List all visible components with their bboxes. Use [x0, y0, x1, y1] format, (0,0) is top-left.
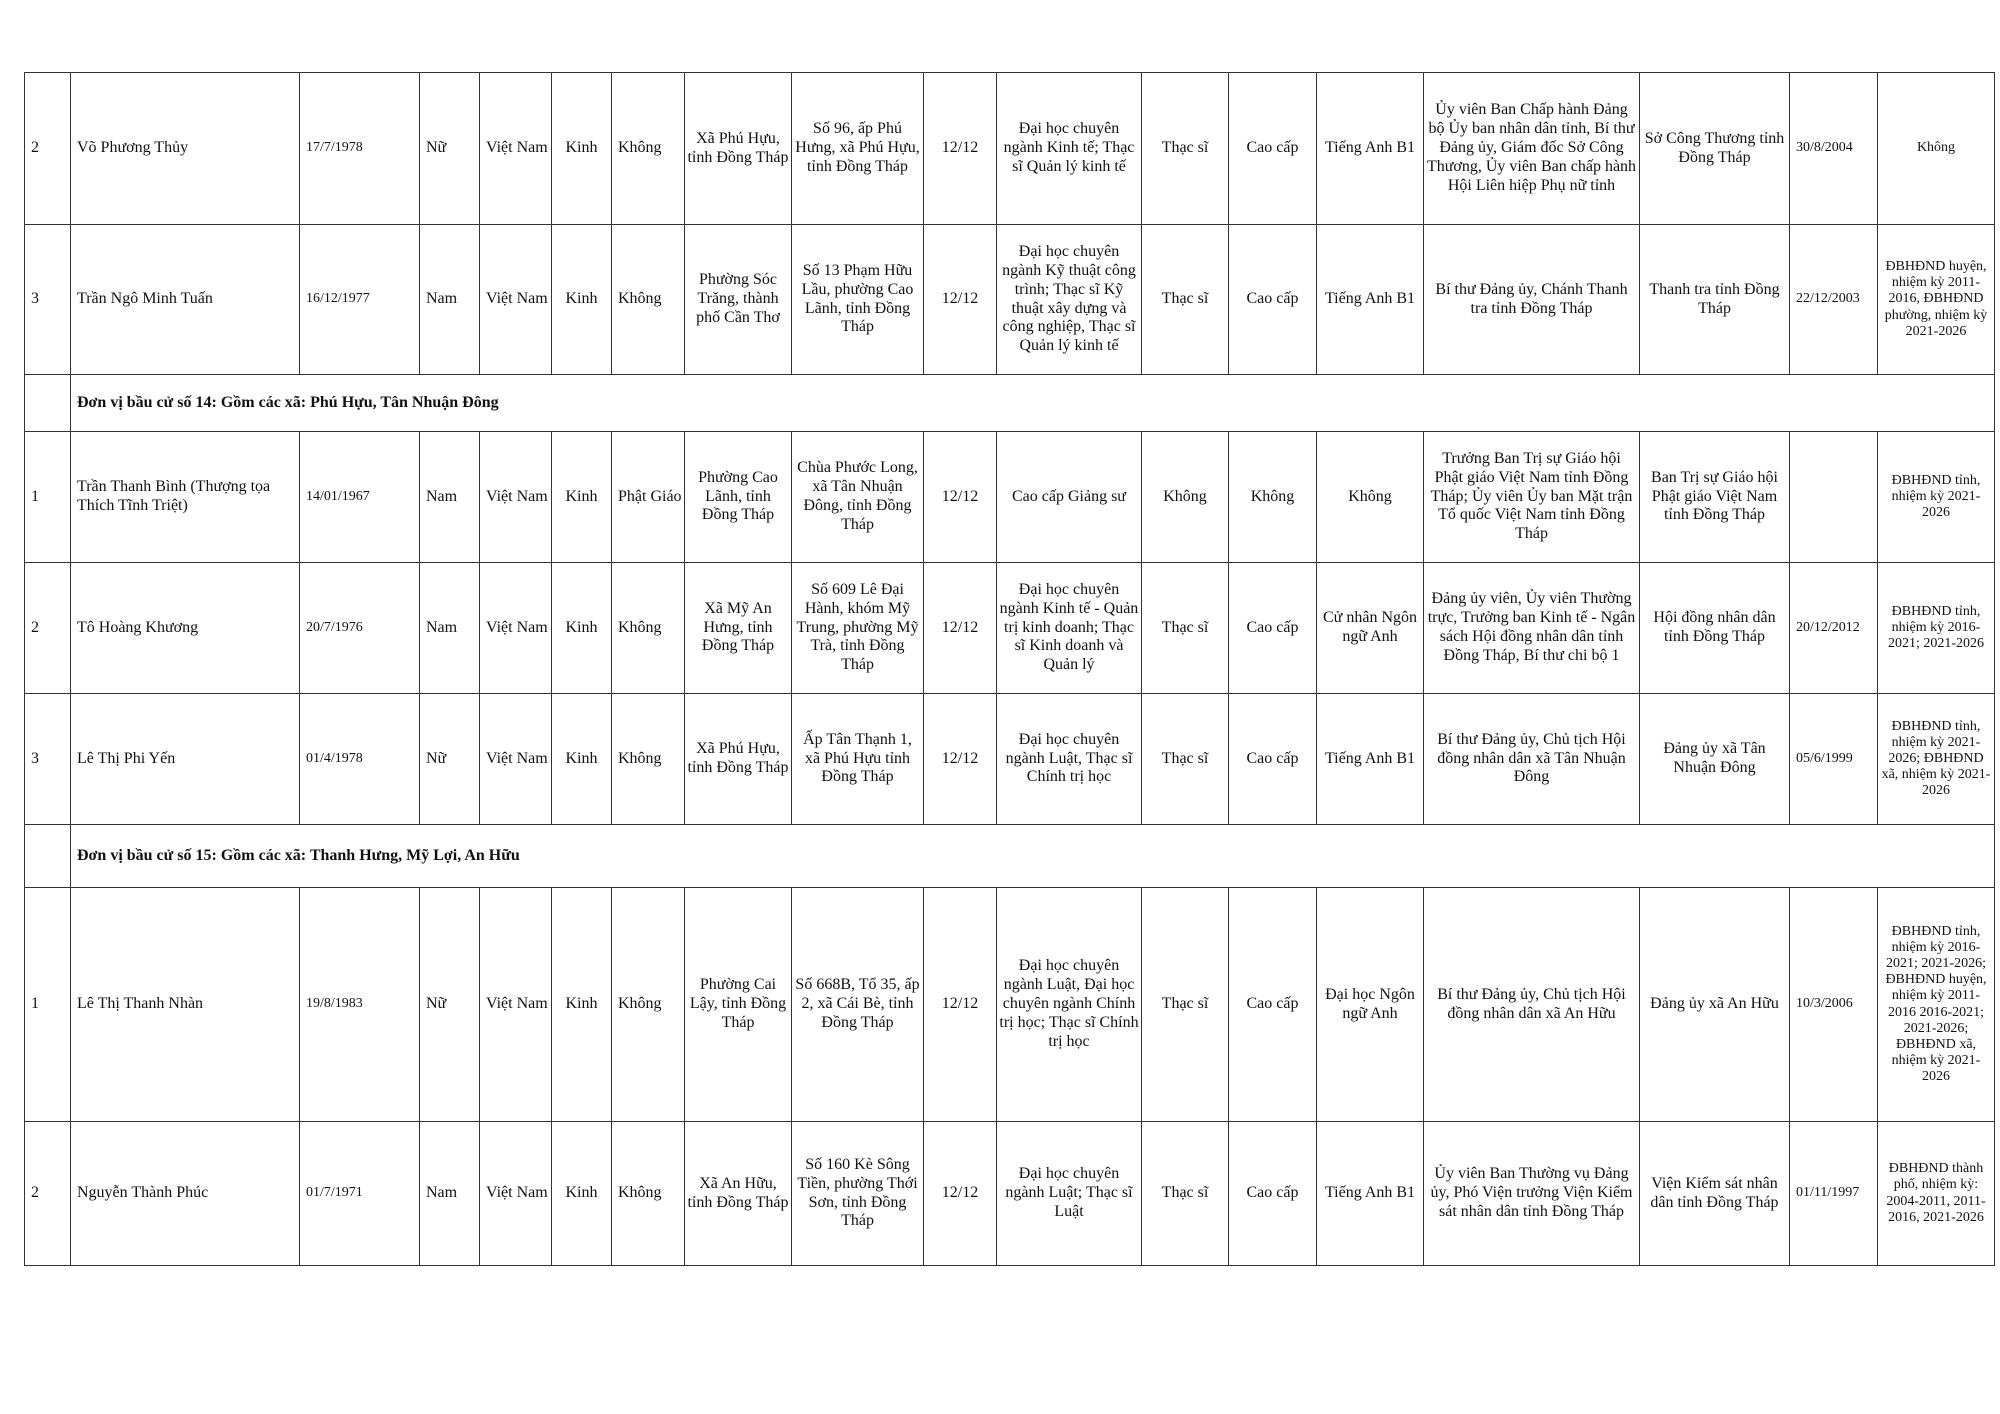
cell-general-edu: 12/12	[924, 225, 997, 375]
cell-political-theory: Cao cấp	[1229, 1122, 1317, 1266]
cell-hometown: Phường Cai Lậy, tỉnh Đồng Tháp	[685, 888, 792, 1122]
section-blank-cell	[25, 825, 71, 888]
cell-party-date: 01/11/1997	[1790, 1122, 1878, 1266]
cell-workplace: Sở Công Thương tỉnh Đồng Tháp	[1640, 73, 1790, 225]
cell-party-date: 10/3/2006	[1790, 888, 1878, 1122]
cell-nationality: Việt Nam	[480, 73, 552, 225]
cell-gender: Nữ	[420, 73, 480, 225]
cell-political-theory: Không	[1229, 432, 1317, 563]
cell-position: Đảng ủy viên, Ủy viên Thường trực, Trưởng ban Kinh tế - Ngân sách Hội đồng nhân dân tỉnh Đồng Tháp, Bí thư chi bộ 1	[1424, 563, 1640, 694]
cell-delegate: Không	[1878, 73, 1995, 225]
table-row	[25, 888, 1995, 1122]
cell-delegate: ĐBHĐND tỉnh, nhiệm kỳ 2016-2021; 2021-2026	[1878, 563, 1995, 694]
cell-political-theory: Cao cấp	[1229, 694, 1317, 825]
cell-hometown: Xã Mỹ An Hưng, tỉnh Đồng Tháp	[685, 563, 792, 694]
cell-dob: 14/01/1967	[300, 432, 420, 563]
cell-specialty: Đại học chuyên ngành Luật; Thạc sĩ Luật	[997, 1122, 1142, 1266]
cell-religion: Không	[612, 73, 685, 225]
cell-name: Tô Hoàng Khương	[71, 563, 300, 694]
cell-specialty: Đại học chuyên ngành Kinh tế - Quản trị kinh doanh; Thạc sĩ Kinh doanh và Quản lý	[997, 563, 1142, 694]
cell-ethnicity: Kinh	[552, 432, 612, 563]
cell-degree: Thạc sĩ	[1142, 1122, 1229, 1266]
cell-workplace: Đảng ủy xã Tân Nhuận Đông	[1640, 694, 1790, 825]
cell-hometown: Xã An Hữu, tỉnh Đồng Tháp	[685, 1122, 792, 1266]
cell-stt: 1	[25, 432, 71, 563]
cell-stt: 3	[25, 225, 71, 375]
cell-stt: 1	[25, 888, 71, 1122]
cell-nationality: Việt Nam	[480, 888, 552, 1122]
cell-ethnicity: Kinh	[552, 563, 612, 694]
cell-delegate: ĐBHĐND tỉnh, nhiệm kỳ 2021-2026	[1878, 432, 1995, 563]
cell-hometown: Xã Phú Hựu, tỉnh Đồng Tháp	[685, 73, 792, 225]
cell-general-edu: 12/12	[924, 73, 997, 225]
cell-gender: Nữ	[420, 888, 480, 1122]
cell-foreign-lang: Tiếng Anh B1	[1317, 225, 1424, 375]
cell-position: Bí thư Đảng ủy, Chánh Thanh tra tỉnh Đồng Tháp	[1424, 225, 1640, 375]
table-row	[25, 432, 1995, 563]
cell-delegate: ĐBHĐND tỉnh, nhiệm kỳ 2021- 2026; ĐBHĐND xã, nhiệm kỳ 2021-2026	[1878, 694, 1995, 825]
cell-delegate: ĐBHĐND thành phố, nhiệm kỳ: 2004-2011, 2011-2016, 2021-2026	[1878, 1122, 1995, 1266]
cell-degree: Thạc sĩ	[1142, 73, 1229, 225]
cell-workplace: Hội đồng nhân dân tỉnh Đồng Tháp	[1640, 563, 1790, 694]
cell-workplace: Viện Kiểm sát nhân dân tỉnh Đồng Tháp	[1640, 1122, 1790, 1266]
cell-position: Ủy viên Ban Thường vụ Đảng ủy, Phó Viện trưởng Viện Kiểm sát nhân dân tỉnh Đồng Tháp	[1424, 1122, 1640, 1266]
cell-specialty: Đại học chuyên ngành Kỹ thuật công trình; Thạc sĩ Kỹ thuật xây dựng và công nghiệp, Thạc sĩ Quản lý kinh tế	[997, 225, 1142, 375]
cell-gender: Nam	[420, 563, 480, 694]
cell-gender: Nam	[420, 225, 480, 375]
table-row	[25, 225, 1995, 375]
cell-party-date	[1790, 432, 1878, 563]
cell-degree: Thạc sĩ	[1142, 888, 1229, 1122]
section-blank-cell	[25, 375, 71, 432]
cell-religion: Phật Giáo	[612, 432, 685, 563]
cell-ethnicity: Kinh	[552, 73, 612, 225]
cell-foreign-lang: Cử nhân Ngôn ngữ Anh	[1317, 563, 1424, 694]
cell-position: Bí thư Đảng ủy, Chủ tịch Hội đồng nhân dân xã Tân Nhuận Đông	[1424, 694, 1640, 825]
cell-name: Trần Ngô Minh Tuấn	[71, 225, 300, 375]
cell-hometown: Xã Phú Hựu, tỉnh Đồng Tháp	[685, 694, 792, 825]
table-row	[25, 73, 1995, 225]
cell-delegate: ĐBHĐND tỉnh, nhiệm kỳ 2016-2021; 2021-2026; ĐBHĐND huyện, nhiệm kỳ 2011-2016 2016-2021; 2021-2026; ĐBHĐND xã, nhiệm kỳ 2021-2026	[1878, 888, 1995, 1122]
candidate-table	[24, 72, 1995, 1266]
cell-hometown: Phường Sóc Trăng, thành phố Cần Thơ	[685, 225, 792, 375]
cell-general-edu: 12/12	[924, 563, 997, 694]
cell-name: Lê Thị Thanh Nhàn	[71, 888, 300, 1122]
table-row	[25, 1122, 1995, 1266]
cell-degree: Không	[1142, 432, 1229, 563]
cell-general-edu: 12/12	[924, 1122, 997, 1266]
section-title: Đơn vị bầu cử số 14: Gồm các xã: Phú Hựu, Tân Nhuận Đông	[71, 375, 1995, 432]
cell-degree: Thạc sĩ	[1142, 694, 1229, 825]
cell-nationality: Việt Nam	[480, 694, 552, 825]
cell-dob: 16/12/1977	[300, 225, 420, 375]
cell-political-theory: Cao cấp	[1229, 225, 1317, 375]
cell-party-date: 20/12/2012	[1790, 563, 1878, 694]
cell-stt: 2	[25, 73, 71, 225]
cell-position: Bí thư Đảng ủy, Chủ tịch Hội đồng nhân dân xã An Hữu	[1424, 888, 1640, 1122]
cell-general-edu: 12/12	[924, 694, 997, 825]
cell-position: Ủy viên Ban Chấp hành Đảng bộ Ủy ban nhân dân tỉnh, Bí thư Đảng ủy, Giám đốc Sở Công Thương, Ủy viên Ban chấp hành Hội Liên hiệp Phụ nữ tỉnh	[1424, 73, 1640, 225]
cell-dob: 20/7/1976	[300, 563, 420, 694]
cell-workplace: Ban Trị sự Giáo hội Phật giáo Việt Nam tỉnh Đồng Tháp	[1640, 432, 1790, 563]
cell-foreign-lang: Không	[1317, 432, 1424, 563]
cell-religion: Không	[612, 694, 685, 825]
cell-workplace: Thanh tra tỉnh Đồng Tháp	[1640, 225, 1790, 375]
table-row	[25, 563, 1995, 694]
cell-foreign-lang: Tiếng Anh B1	[1317, 1122, 1424, 1266]
cell-residence: Số 609 Lê Đại Hành, khóm Mỹ Trung, phường Mỹ Trà, tỉnh Đồng Tháp	[792, 563, 924, 694]
cell-ethnicity: Kinh	[552, 888, 612, 1122]
cell-party-date: 05/6/1999	[1790, 694, 1878, 825]
cell-ethnicity: Kinh	[552, 694, 612, 825]
cell-residence: Số 13 Phạm Hữu Lầu, phường Cao Lãnh, tỉnh Đồng Tháp	[792, 225, 924, 375]
table-body	[25, 73, 1995, 1266]
cell-ethnicity: Kinh	[552, 225, 612, 375]
cell-religion: Không	[612, 225, 685, 375]
cell-gender: Nam	[420, 432, 480, 563]
cell-foreign-lang: Đại học Ngôn ngữ Anh	[1317, 888, 1424, 1122]
section-row	[25, 825, 1995, 888]
cell-name: Võ Phương Thủy	[71, 73, 300, 225]
cell-residence: Số 668B, Tổ 35, ấp 2, xã Cái Bè, tỉnh Đồng Tháp	[792, 888, 924, 1122]
cell-general-edu: 12/12	[924, 432, 997, 563]
cell-name: Nguyễn Thành Phúc	[71, 1122, 300, 1266]
cell-nationality: Việt Nam	[480, 563, 552, 694]
cell-foreign-lang: Tiếng Anh B1	[1317, 694, 1424, 825]
cell-nationality: Việt Nam	[480, 1122, 552, 1266]
cell-specialty: Đại học chuyên ngành Luật, Thạc sĩ Chính trị học	[997, 694, 1142, 825]
cell-stt: 2	[25, 1122, 71, 1266]
cell-name: Lê Thị Phi Yến	[71, 694, 300, 825]
cell-delegate: ĐBHĐND huyện, nhiệm kỳ 2011-2016, ĐBHĐND phường, nhiệm kỳ 2021-2026	[1878, 225, 1995, 375]
cell-degree: Thạc sĩ	[1142, 225, 1229, 375]
cell-party-date: 22/12/2003	[1790, 225, 1878, 375]
cell-nationality: Việt Nam	[480, 432, 552, 563]
cell-specialty: Đại học chuyên ngành Luật, Đại học chuyên ngành Chính trị học; Thạc sĩ Chính trị học	[997, 888, 1142, 1122]
cell-nationality: Việt Nam	[480, 225, 552, 375]
cell-stt: 3	[25, 694, 71, 825]
cell-name: Trần Thanh Bình (Thượng tọa Thích Tĩnh Triệt)	[71, 432, 300, 563]
cell-political-theory: Cao cấp	[1229, 73, 1317, 225]
cell-dob: 19/8/1983	[300, 888, 420, 1122]
cell-residence: Ấp Tân Thạnh 1, xã Phú Hựu tỉnh Đồng Tháp	[792, 694, 924, 825]
section-row	[25, 375, 1995, 432]
cell-general-edu: 12/12	[924, 888, 997, 1122]
cell-dob: 01/4/1978	[300, 694, 420, 825]
cell-workplace: Đảng ủy xã An Hữu	[1640, 888, 1790, 1122]
cell-residence: Số 96, ấp Phú Hưng, xã Phú Hựu, tỉnh Đồng Tháp	[792, 73, 924, 225]
cell-residence: Số 160 Kè Sông Tiền, phường Thới Sơn, tỉnh Đồng Tháp	[792, 1122, 924, 1266]
cell-gender: Nam	[420, 1122, 480, 1266]
cell-specialty: Đại học chuyên ngành Kinh tế; Thạc sĩ Quản lý kinh tế	[997, 73, 1142, 225]
cell-degree: Thạc sĩ	[1142, 563, 1229, 694]
table-row	[25, 694, 1995, 825]
cell-foreign-lang: Tiếng Anh B1	[1317, 73, 1424, 225]
cell-stt: 2	[25, 563, 71, 694]
cell-hometown: Phường Cao Lãnh, tỉnh Đồng Tháp	[685, 432, 792, 563]
cell-party-date: 30/8/2004	[1790, 73, 1878, 225]
cell-political-theory: Cao cấp	[1229, 563, 1317, 694]
cell-residence: Chùa Phước Long, xã Tân Nhuận Đông, tỉnh Đồng Tháp	[792, 432, 924, 563]
section-title: Đơn vị bầu cử số 15: Gồm các xã: Thanh Hưng, Mỹ Lợi, An Hữu	[71, 825, 1995, 888]
cell-ethnicity: Kinh	[552, 1122, 612, 1266]
cell-religion: Không	[612, 1122, 685, 1266]
cell-specialty: Cao cấp Giảng sư	[997, 432, 1142, 563]
cell-religion: Không	[612, 563, 685, 694]
cell-position: Trưởng Ban Trị sự Giáo hội Phật giáo Việt Nam tỉnh Đồng Tháp; Ủy viên Ủy ban Mặt trận Tổ quốc Việt Nam tỉnh Đồng Tháp	[1424, 432, 1640, 563]
cell-gender: Nữ	[420, 694, 480, 825]
cell-political-theory: Cao cấp	[1229, 888, 1317, 1122]
cell-religion: Không	[612, 888, 685, 1122]
cell-dob: 01/7/1971	[300, 1122, 420, 1266]
cell-dob: 17/7/1978	[300, 73, 420, 225]
